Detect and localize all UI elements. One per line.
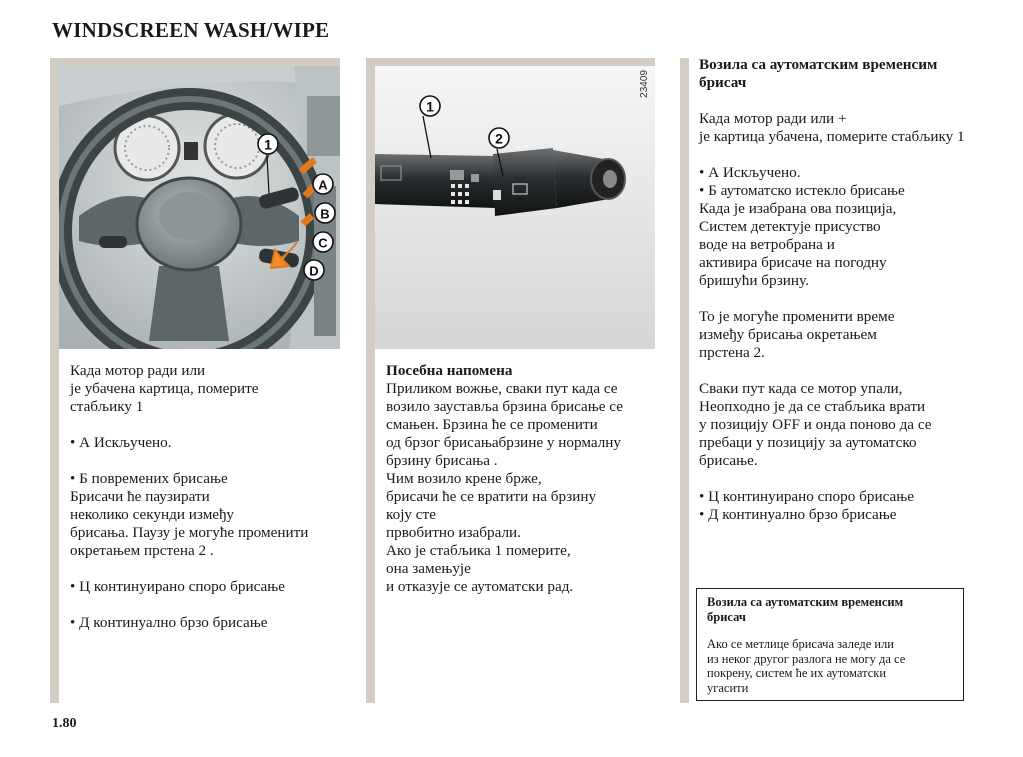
col2-line: Приликом вожње, сваки пут када се — [386, 380, 618, 397]
note-box-line: угасити — [707, 680, 749, 695]
col3-line: • Б аутоматско истекло брисање — [699, 182, 905, 199]
col2-line: брисачи ће се вратити на брзину — [386, 488, 597, 505]
steering-wheel-illustration — [59, 66, 340, 349]
col1-line: • Б повремених брисање — [70, 470, 228, 487]
col3-line: То је могуће променити време — [699, 308, 895, 325]
col1-line: • Д континуално брзо брисање — [70, 614, 268, 631]
col1-line: • А Искључено. — [70, 434, 172, 451]
col1-line: Када мотор ради или — [70, 362, 206, 379]
column2-text — [386, 362, 676, 596]
col3-line: Неопходно је да се стабљика врати — [699, 398, 926, 415]
note-box-title: Возила са аутоматским временсим — [707, 595, 904, 609]
col3-line: између брисања окретањем — [699, 326, 877, 343]
col2-line: од брзог брисањабрзине у нормалну — [386, 434, 622, 451]
note-box-title: брисач — [707, 609, 746, 624]
col2-line: она замењује — [386, 560, 471, 577]
col3-heading: брисач — [699, 74, 747, 91]
col3-line: Када мотор ради или + — [699, 110, 847, 127]
col3-line: пребаци у позицију за аутоматско — [699, 434, 917, 451]
col1-line: стабљику 1 — [70, 398, 144, 415]
col3-line: је картица убачена, померите стабљику 1 — [699, 128, 965, 145]
col1-line: брисања. Паузу је могуће променити — [70, 524, 309, 541]
wiper-stalk-illustration — [375, 66, 655, 349]
col1-line: • Ц континуирано споро брисање — [70, 578, 285, 595]
col3-line: прстена 2. — [699, 344, 765, 361]
figure1-callout-b: B — [320, 206, 330, 222]
figure1-callout-d: D — [309, 263, 319, 279]
col3-line: Сваки пут када се мотор упали, — [699, 380, 903, 397]
figure1-callout-c: C — [318, 235, 328, 251]
col1-line: је убачена картица, померите — [70, 380, 259, 397]
col2-line: возило зауставља брзина брисање се — [386, 398, 623, 415]
page-title: WINDSCREEN WASH/WIPE — [52, 18, 330, 42]
col2-line: Чим возило крене брже, — [386, 470, 542, 487]
col3-line: бришући брзину. — [699, 272, 809, 289]
col2-line: смањен. Брзина ће се променити — [386, 416, 598, 433]
note-box-line: из неког другог разлога не могу да се — [707, 651, 906, 666]
col2-line: и отказује се аутоматски рад. — [386, 578, 574, 595]
col2-line: коју сте — [386, 506, 436, 523]
figure2-callout-2: 2 — [495, 130, 503, 147]
col3-line: • Д континуално брзо брисање — [699, 506, 897, 523]
col3-line: воде на ветробрана и — [699, 236, 835, 253]
column-bar-right — [680, 58, 689, 703]
col3-line: активира брисаче на погодну — [699, 254, 887, 271]
figure2-ref-code: 23409 — [639, 70, 650, 98]
page-number: 1.80 — [52, 716, 77, 731]
note-box-line: покрену, систем ће их аутоматски — [707, 666, 887, 680]
col3-line: у позицију OFF и онда поново да се — [699, 416, 932, 433]
col3-line: • А Искључено. — [699, 164, 801, 181]
note-box — [696, 588, 964, 701]
col1-line: Брисачи ће паузирати — [70, 488, 210, 505]
note-box-line: Ако се метлице брисача заледе или — [707, 637, 894, 651]
column-bar-middle — [366, 58, 375, 703]
figure1-callout-1: 1 — [264, 136, 272, 153]
column1-text — [70, 362, 360, 632]
col2-heading: Посебна напомена — [386, 362, 513, 379]
col1-line: окретањем прстена 2 . — [70, 542, 214, 559]
col1-line: неколико секунди између — [70, 506, 234, 523]
column3-text — [699, 56, 1019, 524]
col3-line: Систем детектује присуство — [699, 218, 881, 235]
column-bar-left — [50, 58, 59, 703]
col2-line: брзину брисања . — [386, 452, 498, 469]
col2-line: првобитно изабрали. — [386, 524, 521, 541]
col3-heading: Возила са аутоматским временсим — [699, 56, 938, 73]
column-bar-left-top — [50, 58, 340, 66]
col3-line: Када је изабрана ова позиција, — [699, 200, 897, 217]
col3-line: брисање. — [699, 452, 758, 469]
column-bar-middle-top — [366, 58, 655, 66]
col2-line: Ако је стабљика 1 померите, — [386, 542, 571, 559]
figure2-callout-1: 1 — [426, 98, 434, 115]
col3-line: • Ц континуирано споро брисање — [699, 488, 914, 505]
figure1-callout-a: A — [318, 177, 328, 193]
